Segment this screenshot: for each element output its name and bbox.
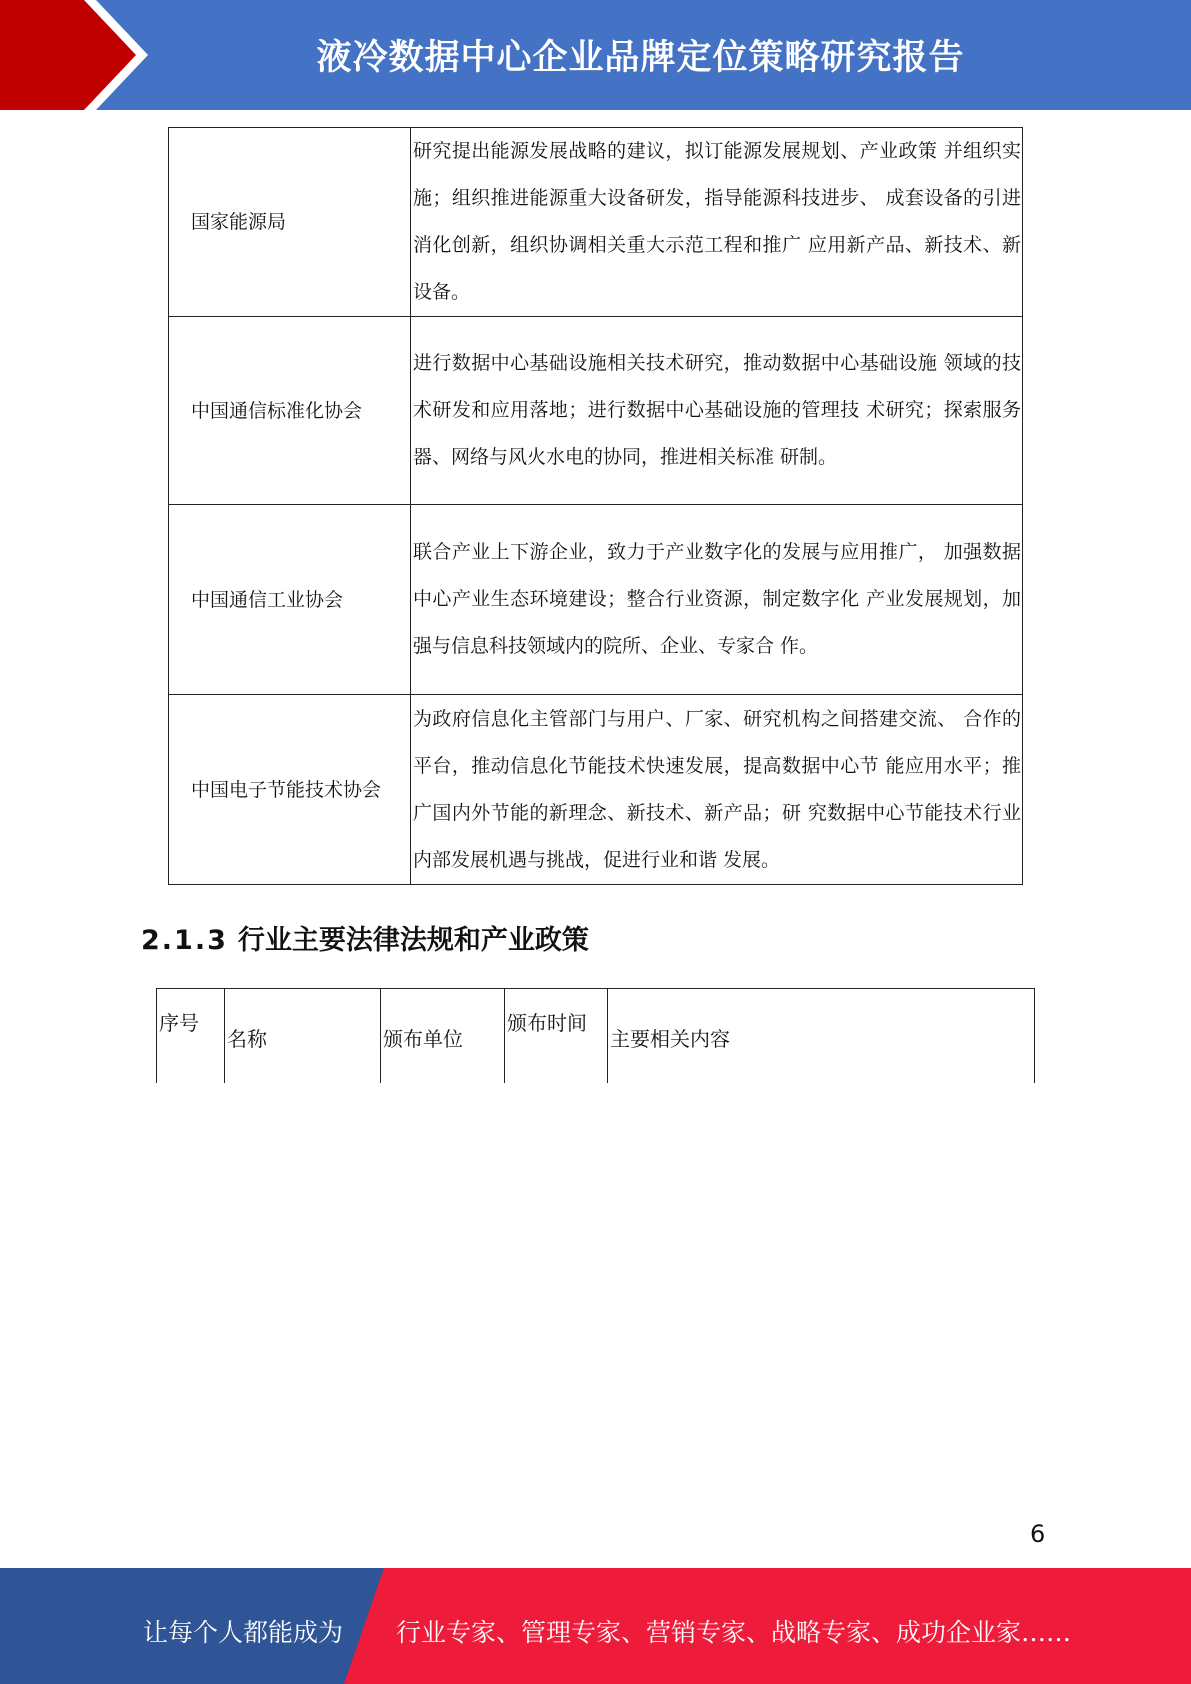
column-header-name: 名称: [225, 989, 381, 1083]
org-name-cell: 中国通信工业协会: [169, 505, 411, 695]
page-header: [0, 0, 1191, 110]
footer-slogan-left: 让每个人都能成为: [143, 1618, 344, 1647]
org-name-cell: 中国电子节能技术协会: [169, 695, 411, 885]
footer-slogan-right: 行业专家、管理专家、营销专家、战略专家、成功企业家……: [396, 1618, 1072, 1647]
org-name-cell: 中国通信标准化协会: [169, 317, 411, 505]
page-footer: [0, 1568, 1191, 1684]
table-row: [169, 317, 1023, 505]
table-row: [169, 505, 1023, 695]
page-number: 6: [1030, 1520, 1046, 1548]
column-header-date: 颁布时间: [505, 989, 608, 1083]
org-description-cell: 为政府信息化主管部门与用户、厂家、研究机构之间搭建交流、 合作的平台，推动信息化节能技术快速发展，提高数据中心节 能应用水平；推广国内外节能的新理念、新技术、新产品；研 究数据中心节能技术行业内部发展机遇与挑战，促进行业和谐 发展。: [411, 695, 1023, 885]
column-header-sequence: 序号: [157, 989, 225, 1083]
section-title: 行业主要法律法规和产业政策: [237, 925, 589, 956]
org-description-cell: 进行数据中心基础设施相关技术研究，推动数据中心基础设施 领域的技术研发和应用落地；进行数据中心基础设施的管理技 术研究；探索服务器、网络与风火水电的协同，推进相关标准 研制。: [411, 317, 1023, 505]
column-header-content: 主要相关内容: [608, 989, 1035, 1083]
organizations-table: [168, 127, 1023, 885]
section-number: 2.1.3: [141, 925, 228, 956]
table-row: [169, 695, 1023, 885]
org-description-cell: 研究提出能源发展战略的建议，拟订能源发展规划、产业政策 并组织实施；组织推进能源重大设备研发，指导能源科技进步、 成套设备的引进消化创新，组织协调相关重大示范工程和推广 应用新产品、新技术、新设备。: [411, 128, 1023, 317]
table-header-row: [157, 989, 1035, 1083]
section-heading: [141, 918, 589, 957]
policy-table: [156, 988, 1035, 1083]
table-row: [169, 128, 1023, 317]
org-name-cell: 国家能源局: [169, 128, 411, 317]
org-description-cell: 联合产业上下游企业，致力于产业数字化的发展与应用推广， 加强数据中心产业生态环境建设；整合行业资源，制定数字化 产业发展规划，加强与信息科技领域内的院所、企业、专家合 作。: [411, 505, 1023, 695]
header-arrow-decoration: [0, 0, 160, 110]
report-title: 液冷数据中心企业品牌定位策略研究报告: [316, 38, 965, 78]
column-header-issuer: 颁布单位: [381, 989, 505, 1083]
